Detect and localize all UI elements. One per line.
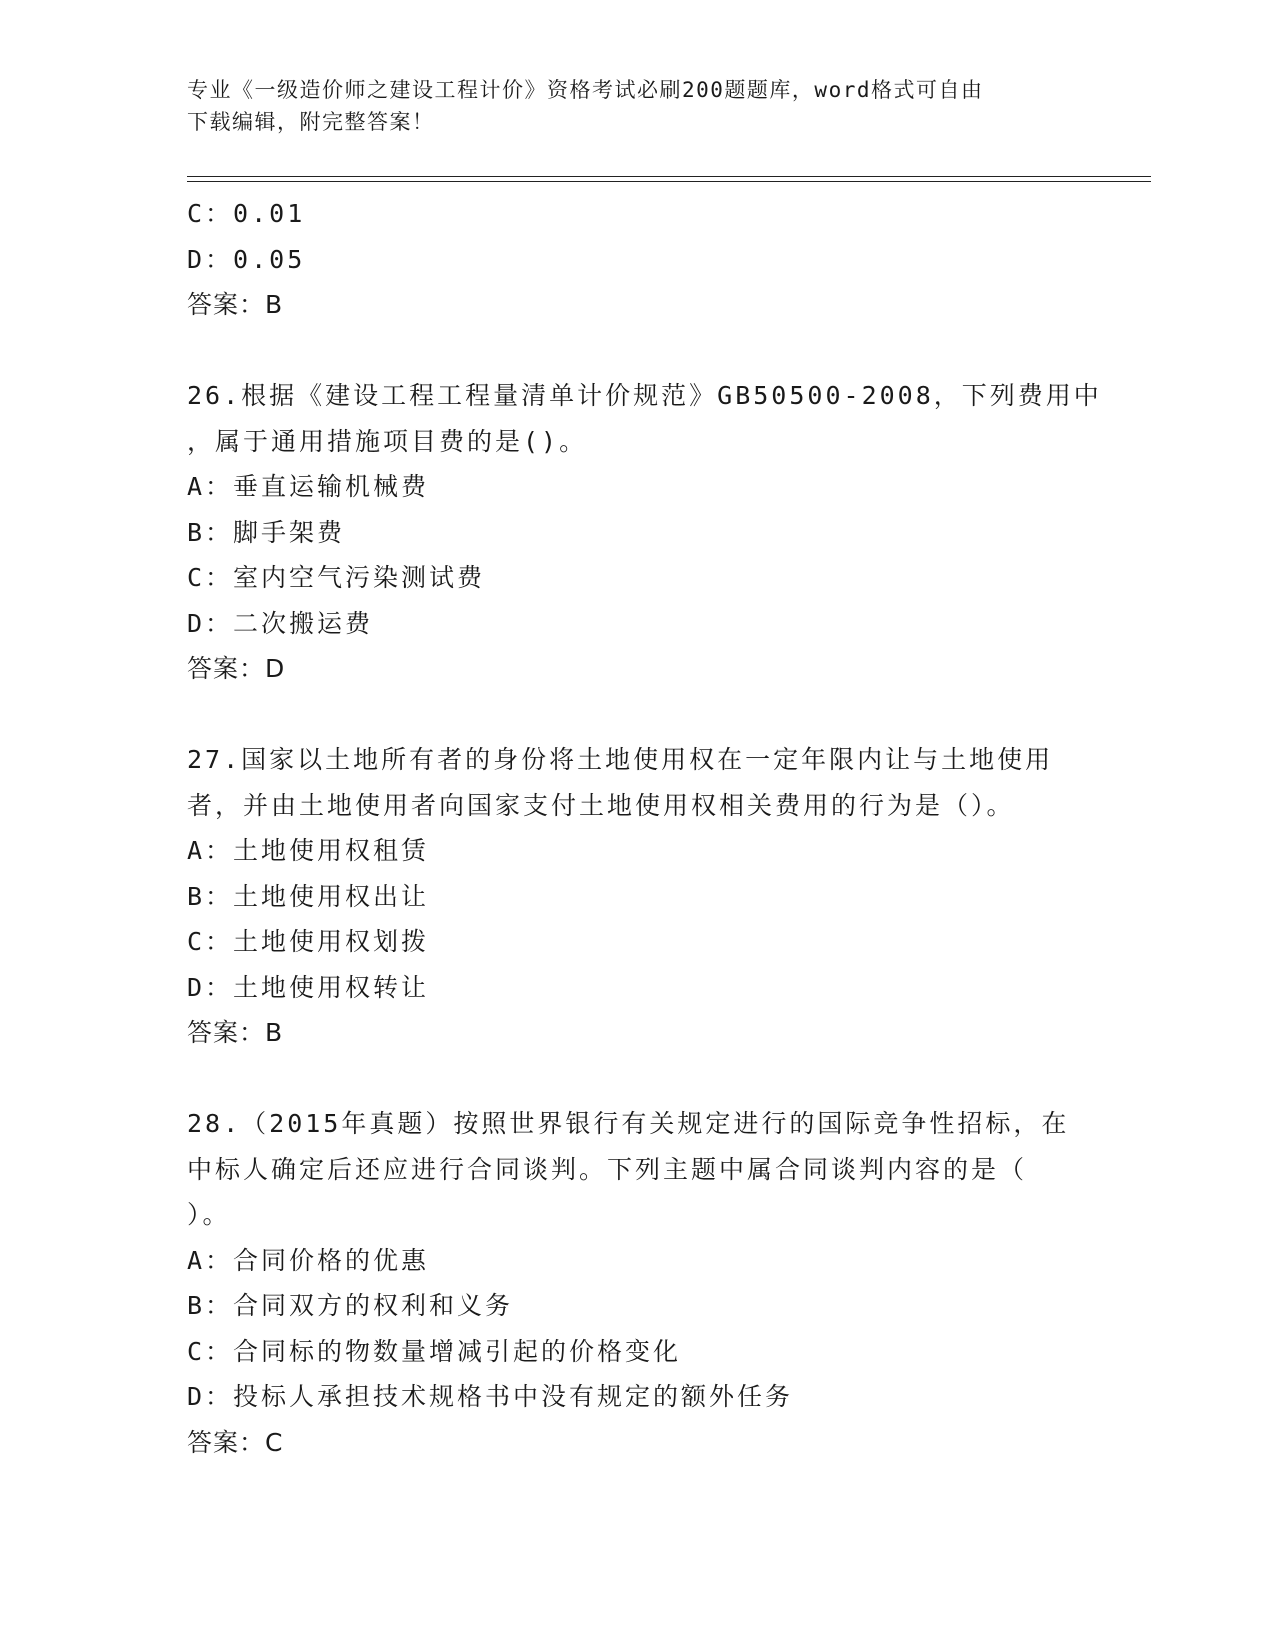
option-b: B：合同双方的权利和义务: [187, 1291, 514, 1320]
option-c: C：土地使用权划拨: [187, 927, 430, 956]
question-text-line: 中标人确定后还应进行合同谈判。下列主题中属合同谈判内容的是（: [187, 1154, 1028, 1184]
question-text-line: 27.国家以土地所有者的身份将土地使用权在一定年限内让与土地使用: [187, 745, 1054, 774]
option-a: A：土地使用权租赁: [187, 836, 430, 865]
option-d: D：土地使用权转让: [187, 972, 430, 1002]
option-c: C：室内空气污染测试费: [187, 563, 486, 592]
question-text-line: ，属于通用措施项目费的是()。: [187, 426, 588, 456]
question-text-line: ）。: [187, 1200, 231, 1229]
answer: 答案：B: [187, 1018, 284, 1047]
previous-question-tail: [187, 191, 1087, 328]
header-divider-bottom: [187, 181, 1151, 182]
question-text-line: 者，并由土地使用者向国家支付土地使用权相关费用的行为是（）。: [187, 790, 1015, 820]
header-divider-top: [187, 176, 1151, 177]
spacer: [187, 1056, 1087, 1102]
answer: 答案：B: [187, 290, 284, 319]
option-c: C：合同标的物数量增减引起的价格变化: [187, 1336, 682, 1366]
document-header: [187, 74, 1087, 138]
question-27: [187, 737, 1087, 1056]
spacer: [187, 692, 1087, 738]
option-a: A：垂直运输机械费: [187, 472, 430, 501]
spacer: [187, 328, 1087, 374]
option-b: B：土地使用权出让: [187, 881, 430, 911]
option-d: D：投标人承担技术规格书中没有规定的额外任务: [187, 1382, 794, 1411]
option-c: C：0.01: [187, 199, 306, 228]
question-text-line: 28.（2015年真题）按照世界银行有关规定进行的国际竞争性招标，在: [187, 1109, 1070, 1138]
option-d: D：0.05: [187, 244, 306, 274]
question-list: [187, 191, 1102, 1465]
option-b: B：脚手架费: [187, 517, 346, 547]
header-line-2: 下载编辑，附完整答案！: [187, 110, 435, 134]
option-d: D：二次搬运费: [187, 608, 374, 638]
question-26: [187, 373, 1102, 692]
answer: 答案：C: [187, 1427, 284, 1457]
answer: 答案：D: [187, 654, 286, 683]
option-a: A：合同价格的优惠: [187, 1245, 430, 1275]
header-line-1: 专业《一级造价师之建设工程计价》资格考试必刷200题题库，word格式可自由: [187, 78, 984, 102]
question-28: [187, 1101, 1087, 1465]
question-text-line: 26.根据《建设工程工程量清单计价规范》GB50500-2008，下列费用中: [187, 381, 1102, 410]
